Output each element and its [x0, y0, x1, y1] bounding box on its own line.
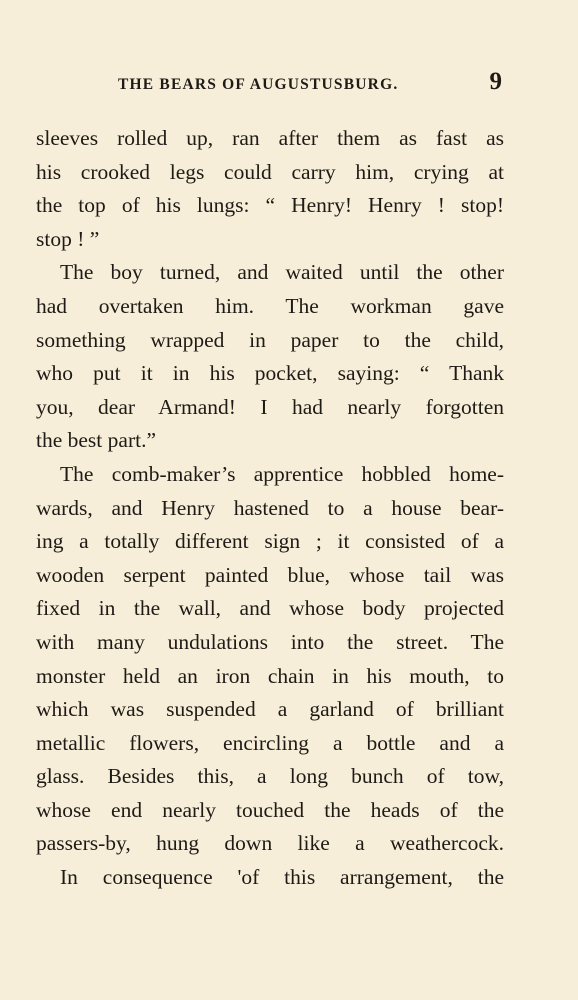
text-line: passers-by, hung down like a weathercock.: [36, 831, 504, 856]
body-text: [36, 122, 504, 895]
text-line: with many undulations into the street. The: [36, 629, 504, 654]
page-header: [36, 68, 506, 98]
text-line: the best part.”: [36, 428, 156, 453]
text-line: stop ! ”: [36, 226, 100, 251]
text-line: which was suspended a garland of brilliant: [36, 697, 504, 722]
text-line: glass. Besides this, a long bunch of tow,: [36, 764, 504, 789]
text-line: wooden serpent painted blue, whose tail was: [36, 562, 504, 587]
text-line: ing a totally different sign ; it consisted of a: [36, 529, 504, 554]
page-number: 9: [489, 68, 502, 95]
text-line: you, dear Armand! I had nearly forgotten: [36, 394, 504, 419]
text-line: monster held an iron chain in his mouth, to: [36, 663, 504, 688]
text-line: In consequence 'of this arrangement, the: [60, 865, 504, 890]
text-line: metallic flowers, encircling a bottle and a: [36, 730, 504, 755]
text-line: The boy turned, and waited until the other: [60, 260, 504, 285]
text-line: whose end nearly touched the heads of the: [36, 797, 504, 822]
running-title: THE BEARS OF AUGUSTUSBURG.: [118, 76, 399, 93]
text-line: had overtaken him. The workman gave: [36, 293, 504, 318]
text-line: his crooked legs could carry him, crying at: [36, 159, 504, 184]
text-line: fixed in the wall, and whose body projected: [36, 596, 504, 621]
text-line: who put it in his pocket, saying: “ Thank: [36, 361, 504, 386]
text-line: The comb-maker’s apprentice hobbled home-: [60, 461, 504, 486]
text-line: sleeves rolled up, ran after them as fast as: [36, 126, 504, 150]
text-line: wards, and Henry hastened to a house bear-: [36, 495, 504, 520]
text-line: the top of his lungs: “ Henry! Henry ! stop!: [36, 193, 504, 218]
text-line: something wrapped in paper to the child,: [36, 327, 504, 352]
